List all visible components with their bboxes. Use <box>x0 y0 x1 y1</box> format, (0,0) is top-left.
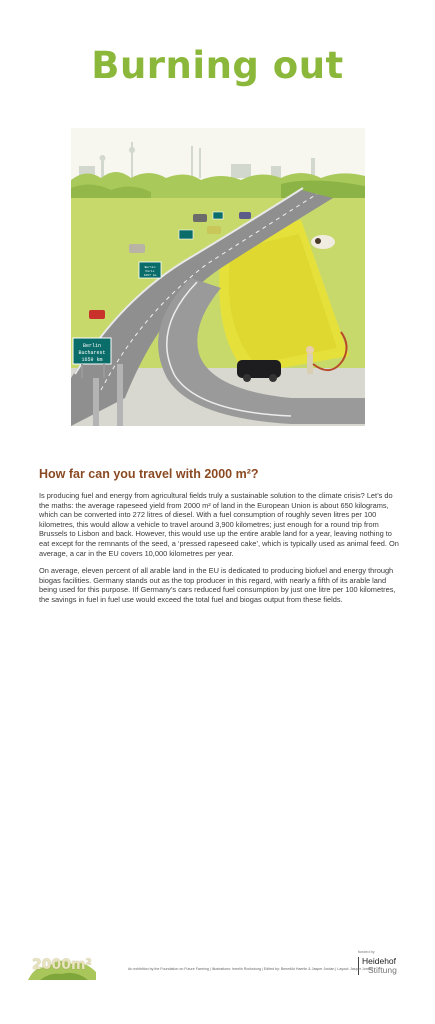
paragraph-1: Is producing fuel and energy from agricultural fields truly a sustainable solution to the climate crisis? Let’s do the maths: the average rapeseed yield from 2000 m² of land in the European Union is about 650 kilograms, which can be converted into 272 litres of diesel. With a fuel consumption of roughly seven litres per 100 kilometres, this would allow a vehicle to travel around 3,900 kilometres; just enough for a round trip from Brussels to Lisbon and back. However, this would use up the entire arable land for a year, leaving nothing to eat except for the remnants of the seed, a ‘pressed rapeseed cake’, which is typically used as animal feed. On average, a car in the EU covers 10,000 kilometres per year. <box>39 491 399 558</box>
section-heading: How far can you travel with 2000 m²? <box>39 467 259 481</box>
sponsor-logo <box>358 957 397 975</box>
sign-mid-line-3: 1057 km <box>143 274 157 277</box>
sign-main-line-3: 1659 km <box>81 357 103 363</box>
highway-sign-small <box>179 230 193 239</box>
highway-sign-mid <box>139 262 161 278</box>
red-car <box>89 310 105 319</box>
sign-mid-line-1: Berlin <box>144 266 156 269</box>
sign-main-line-1: Berlin <box>82 343 102 349</box>
paragraph-2: On average, eleven percent of all arable land in the EU is dedicated to producing biofuel and energy through biogas facilities. Germany stands out as the top producer in this regard, with nearly a fifth of its arable land being used for this purpose. IIf Germany’s cars reduced fuel consumption by just one litre per 100 kilometres, the savings in fuel in fuel use would exceed the total fuel and biogas output from these fields. <box>39 566 396 604</box>
sponsor-label: funded by <box>358 950 375 954</box>
exhibition-logo <box>28 950 96 980</box>
sponsor-name-line-2: Stiftung <box>368 965 397 975</box>
sponsor-block <box>358 950 418 978</box>
page-title: Burning out <box>91 44 344 87</box>
exhibition-logo-text: 2000m² <box>32 957 92 973</box>
footer-credits: An exhibition by the Foundation on Future Farming | Illustrations: Irmelin Rocksburg | Edited by: Benedikt Haerlin & Jasper Jordan | Layout: Jasper Jordan <box>128 967 373 971</box>
highway-illustration <box>71 128 365 426</box>
sign-main-line-2: Bucharest <box>78 350 106 356</box>
footer <box>0 930 435 1024</box>
sponsor-name-line-1: Heidehof <box>362 956 397 966</box>
sign-mid-line-2: Paris <box>145 270 155 273</box>
highway-sign-far <box>213 212 223 219</box>
article-body <box>39 491 399 613</box>
